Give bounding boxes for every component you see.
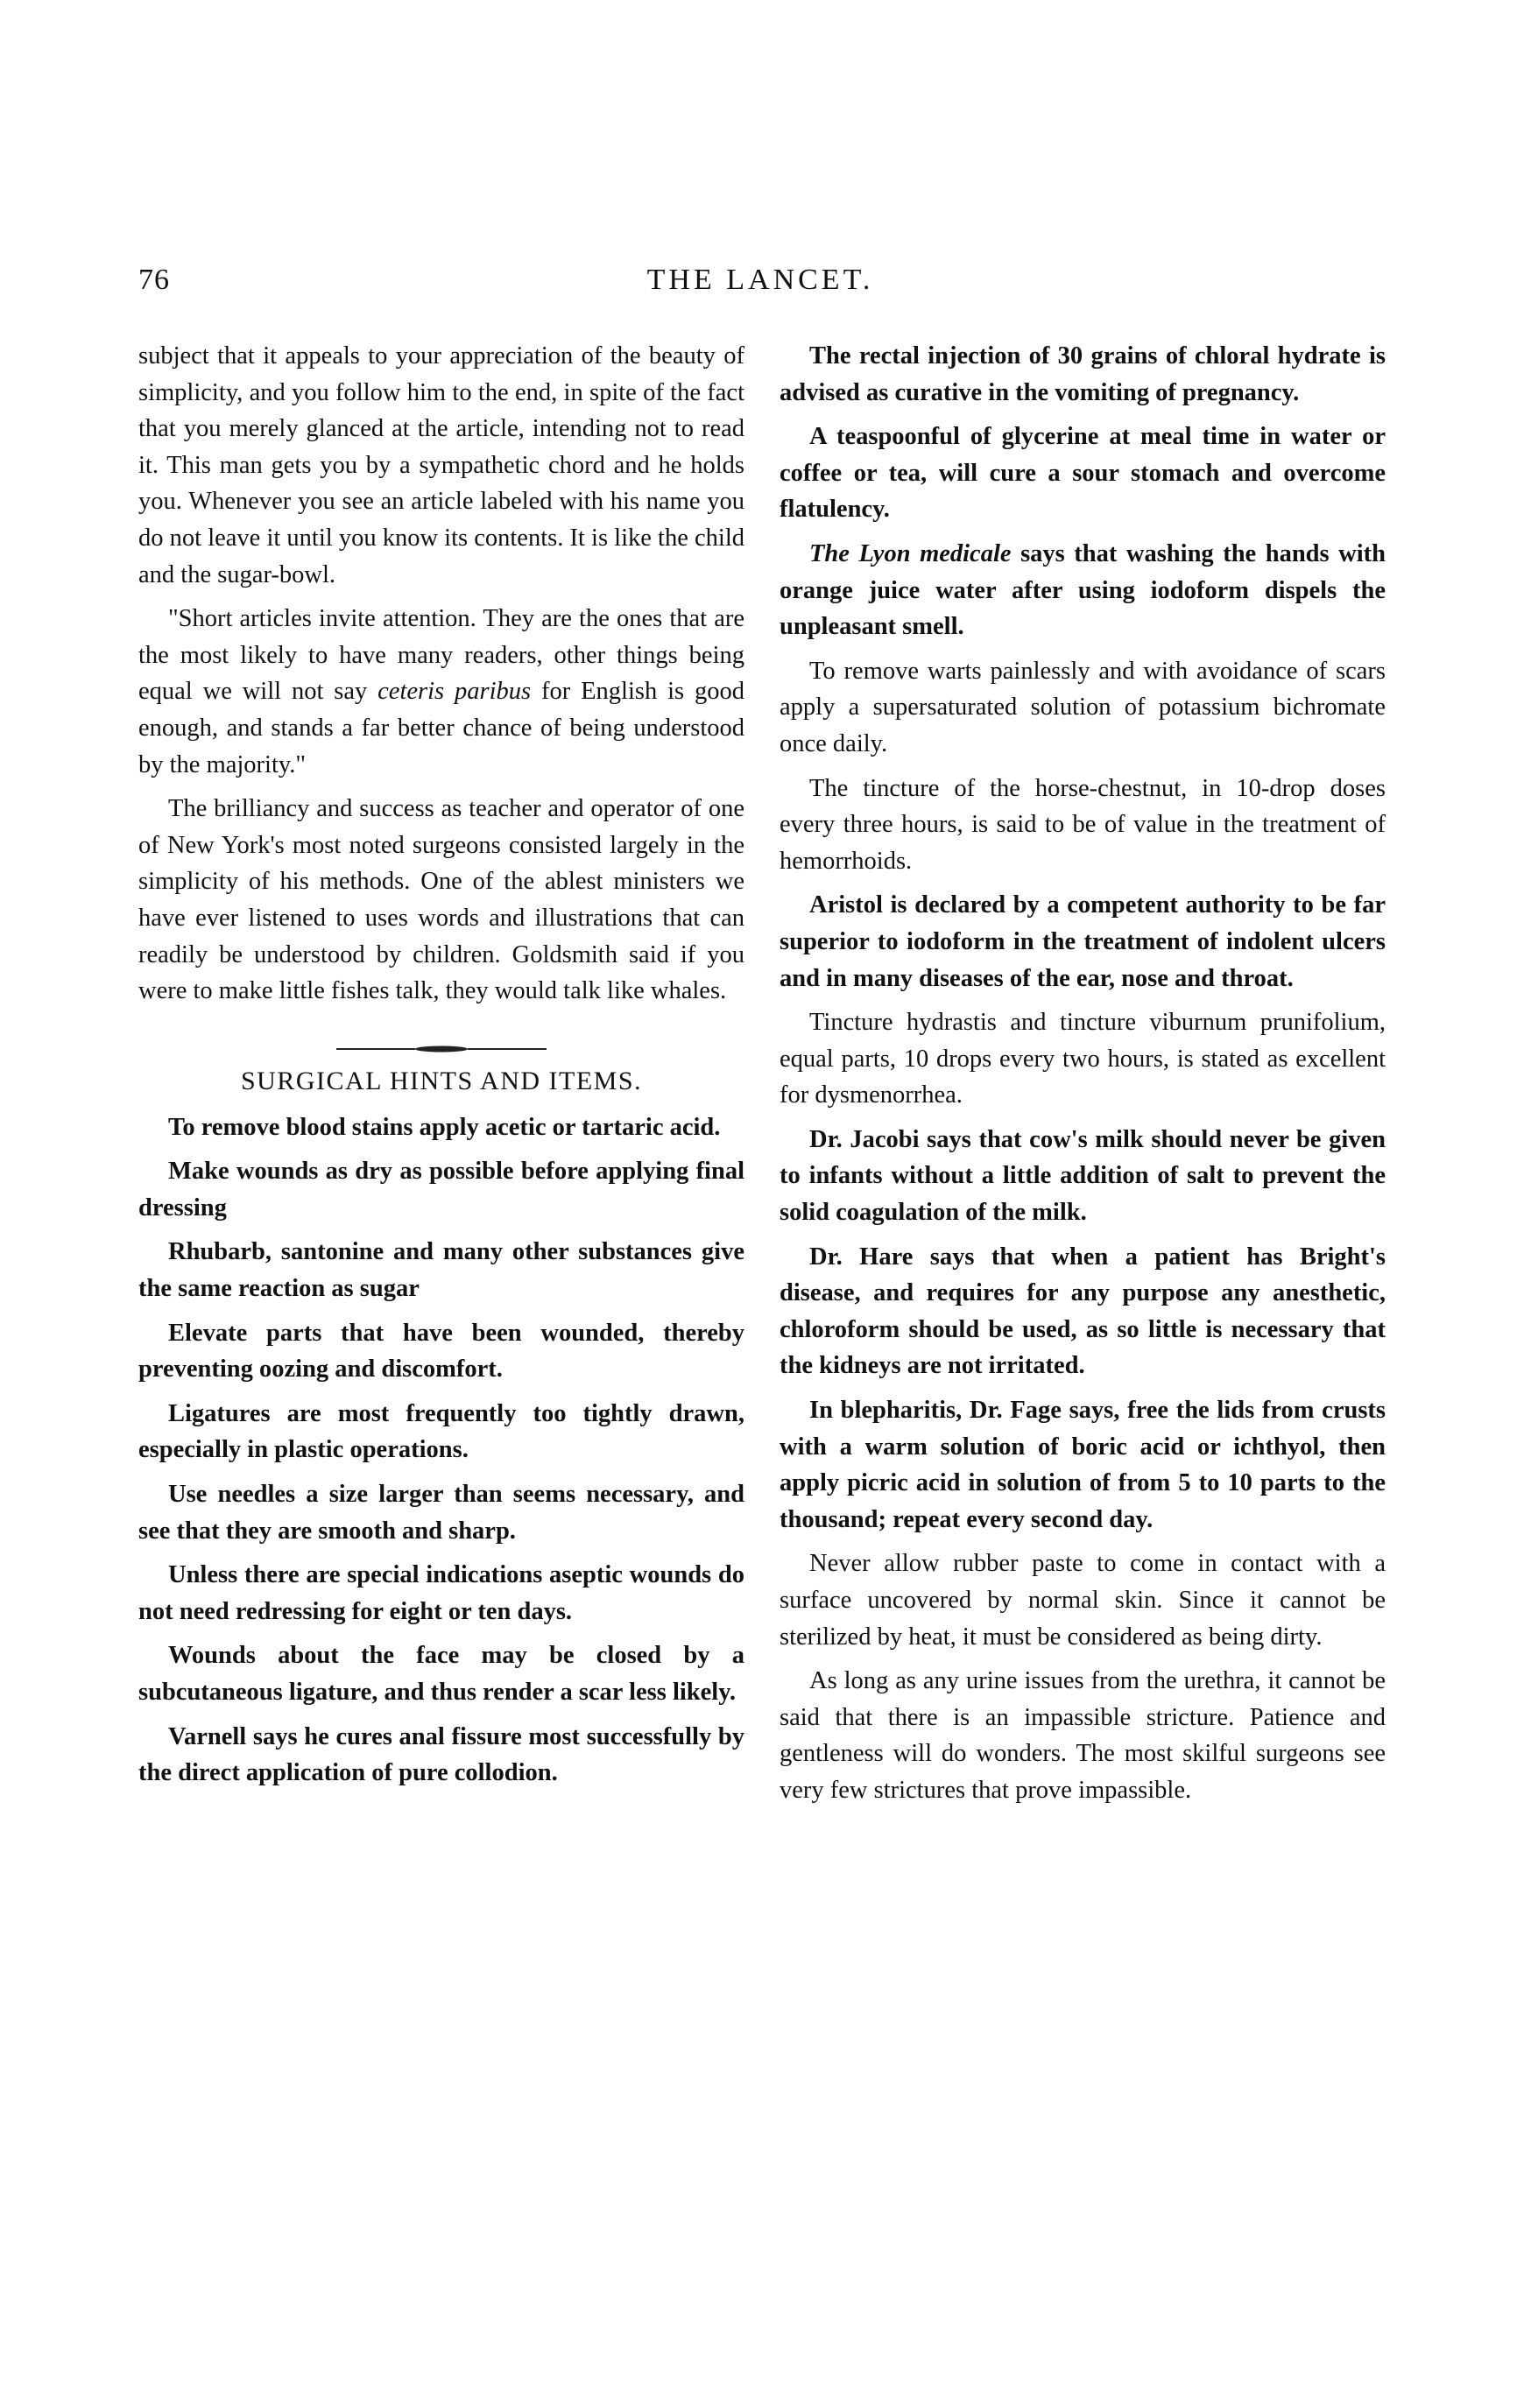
hint-item: In blepharitis, Dr. Fage says, free the lids from crusts with a warm solution of boric acid or ichthyol, then apply picric acid in solution of from 5 to 10 parts to the thousand; repeat every second day. (780, 1397, 1386, 1533)
hint-text: says that washing the hands with orange juice water after using iodoform dispels the unpleasant smell. (780, 539, 1386, 641)
hint-item: Never allow rubber paste to come in contact with a surface uncovered by normal skin. Since it cannot be sterilized by heat, it must be considered as being dirty. (780, 1550, 1386, 1651)
hint-item: Aristol is declared by a competent authority to be far superior to iodoform in the treatment of indolent ulcers and in many diseases of the ear, nose and throat. (780, 891, 1386, 992)
hint-item: Dr. Jacobi says that cow's milk should never be given to infants without a little addition of salt to prevent the solid coagulation of the milk. (780, 1125, 1386, 1227)
hint-item: Ligatures are most frequently too tightly drawn, especially in plastic operations. (138, 1399, 744, 1464)
hint-item: Varnell says he cures anal fissure most successfully by the direct application of pure collodion. (138, 1722, 744, 1787)
hint-item: A teaspoonful of glycerine at meal time in water or coffee or tea, will cure a sour stomach and overcome flatulency. (780, 423, 1386, 524)
hint-item: Wounds about the face may be closed by a subcutaneous ligature, and thus render a scar less likely. (138, 1642, 744, 1706)
hint-item: Unless there are special indications aseptic wounds do not need redressing for eight or ten days. (138, 1561, 744, 1625)
hint-item: Rhubarb, santonine and many other substances give the same reaction as sugar (138, 1238, 744, 1303)
ornamental-rule-icon (336, 1046, 547, 1053)
article-text: for English is good enough, and stands a far better chance of being understood by the majority." (138, 678, 745, 778)
section-divider (138, 1025, 744, 1043)
hint-item: To remove blood stains apply acetic or tartaric acid. (168, 1113, 721, 1141)
article-paragraph (138, 601, 744, 783)
article-paragraph: subject that it appeals to your appreciation of the beauty of simplicity, and you follow him to the end, in spite of the fact that you merely glanced at the article, intending not to read it. This man gets you by a sympathetic chord and he holds you. Whenever you see an article labeled with his name you do not leave it until you know its contents. It is like the child and the sugar-bowl. (138, 342, 744, 588)
hint-item: Tincture hydrastis and tincture viburnum prunifolium, equal parts, 10 drops every two hours, is stated as excellent for dysmenorrhea. (780, 1009, 1386, 1109)
hint-item: Use needles a size larger than seems necessary, and see that they are smooth and sharp. (138, 1481, 744, 1545)
hint-item: The rectal injection of 30 grains of chloral hydrate is advised as curative in the vomiting of pregnancy. (780, 342, 1386, 406)
hint-item: Elevate parts that have been wounded, thereby preventing oozing and discomfort. (138, 1319, 744, 1384)
latin-phrase: ceteris paribus (377, 678, 532, 706)
article-text: "Short articles invite attention. They are the ones that are the most likely to have many readers, other things being equal we will not say (138, 605, 744, 706)
hint-item: Dr. Hare says that when a patient has Bright's disease, and requires for any purpose any anesthetic, chloroform should be used, as so little is necessary that the kidneys are not irritated. (780, 1243, 1386, 1380)
page-header (138, 263, 1382, 305)
hint-item: Make wounds as dry as possible before applying final dressing (138, 1158, 744, 1222)
hint-item: The tincture of the horse-chestnut, in 10-drop doses every three hours, is said to be of value in the treatment of hemorrhoids. (780, 774, 1386, 875)
hint-item (780, 536, 1386, 645)
hint-item: As long as any urine issues from the urethra, it cannot be said that there is an impassible stricture. Patience and gentleness will do wonders. The most skilful surgeons see very few strictures that prove impassible. (780, 1667, 1386, 1804)
journal-name: The Lyon medicale (809, 539, 1012, 567)
hint-item: To remove warts painlessly and with avoidance of scars apply a supersaturated solution of potassium bichromate once daily. (780, 657, 1386, 757)
running-title: THE LANCET. (646, 264, 874, 296)
section-heading: SURGICAL HINTS AND ITEMS. (240, 1066, 643, 1095)
right-column (780, 338, 1386, 1817)
article-paragraph: The brilliancy and success as teacher and operator of one of New York's most noted surgeons consisted largely in the simplicity of his methods. One of the ablest ministers we have ever listened to uses words and illustrations that can readily be understood by children. Goldsmith said if you were to make little fishes talk, they would talk like whales. (138, 795, 744, 1005)
page-number: 76 (138, 264, 170, 296)
left-column (138, 338, 744, 1799)
